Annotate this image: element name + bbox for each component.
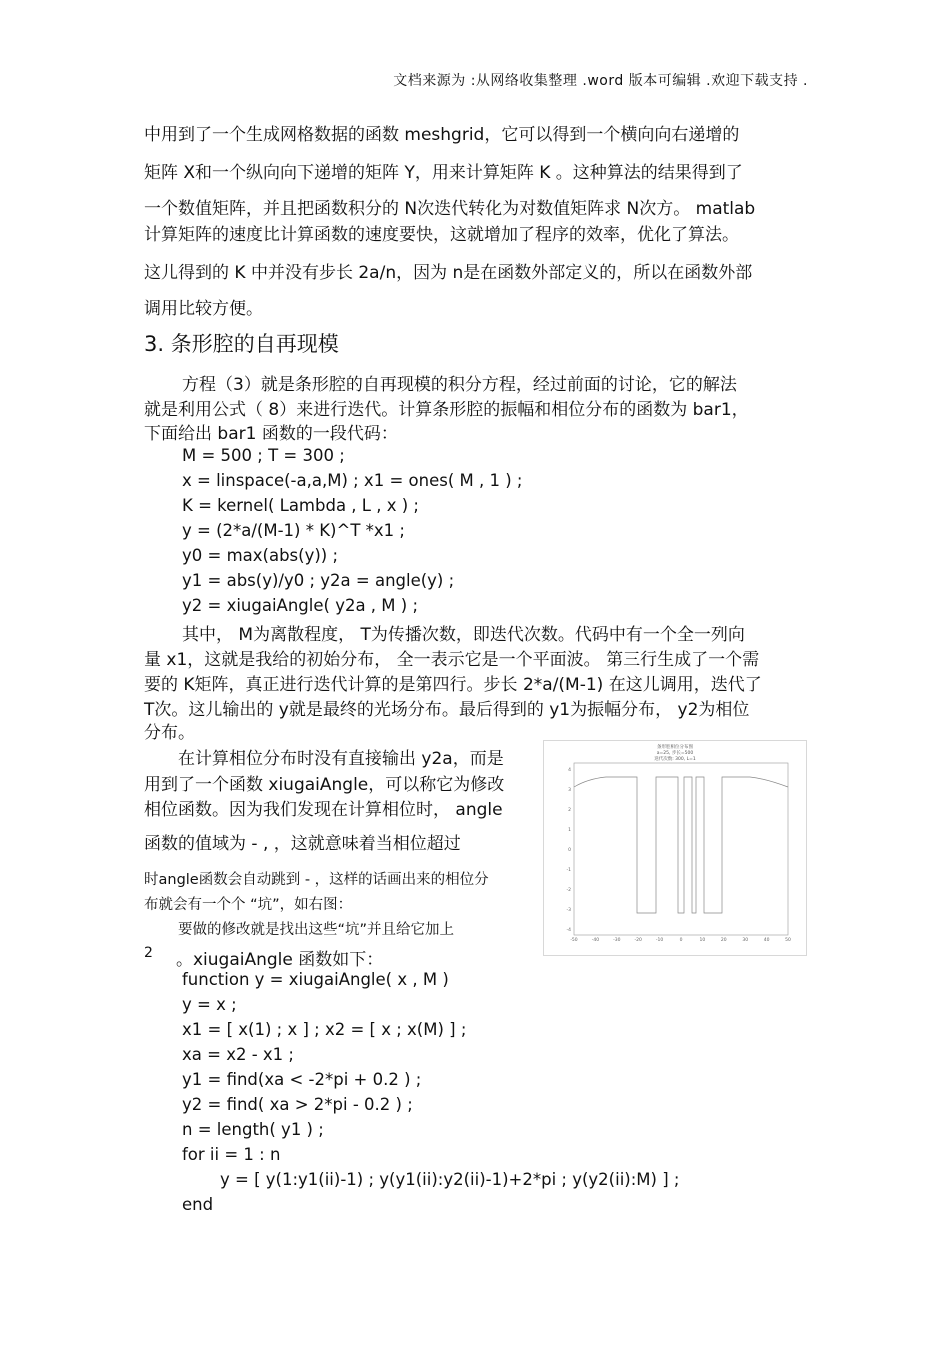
text-line: 其中， M为离散程度， T为传播次数，即迭代次数。代码中有一个全一列向 (182, 625, 745, 645)
x-tick-label: 40 (763, 938, 770, 943)
y-tick-label: 1 (568, 828, 571, 833)
y-tick-label: -4 (566, 928, 571, 933)
page-header: 文档来源为 :从网络收集整理 .word 版本可编辑 .欢迎下载支持 . (393, 73, 808, 89)
y-tick-label: 3 (568, 788, 571, 793)
code-line: function y = xiugaiAngle( x , M ) (182, 970, 449, 989)
text-line: 相位函数。因为我们发现在计算相位时， angle (144, 800, 503, 820)
code-line: y0 = max(abs(y)) ; (182, 546, 339, 565)
code-line: x = linspace(-a,a,M) ; x1 = ones( M , 1 ) ; (182, 471, 523, 490)
y-tick-label: 2 (568, 808, 571, 813)
text-line: 这儿得到的 K 中并没有步长 2a/n，因为 n是在函数外部定义的，所以在函数外部 (144, 263, 753, 283)
y-tick-label: -3 (566, 908, 571, 913)
x-tick-label: -30 (613, 938, 621, 943)
code-line: y2 = xiugaiAngle( y2a , M ) ; (182, 596, 419, 615)
code-line: y = x ; (182, 995, 237, 1014)
text-line: 调用比较方便。 (144, 299, 263, 319)
page-number-marker: 2 (144, 945, 153, 961)
section-title: 3. 条形腔的自再现模 (144, 332, 339, 356)
text-line: 时angle函数会自动跳到 - ，这样的话画出来的相位分 (144, 872, 489, 888)
x-tick-label: 0 (679, 938, 683, 943)
code-line: y = [ y(1:y1(ii)-1) ; y(y1(ii):y2(ii)-1)+2*pi ; y(y2(ii):M) ] ; (220, 1170, 680, 1189)
text-line: 量 x1，这就是我给的初始分布， 全一表示它是一个平面波。 第三行生成了一个需 (144, 650, 760, 670)
text-line: 用到了一个函数 xiugaiAngle，可以称它为修改 (144, 775, 505, 795)
text-line: 在计算相位分布时没有直接输出 y2a，而是 (178, 749, 504, 769)
code-line: for ii = 1 : n (182, 1145, 281, 1164)
text-line: 方程（3）就是条形腔的自再现模的积分方程，经过前面的讨论，它的解法 (182, 375, 737, 395)
text-line: 计算矩阵的速度比计算函数的速度要快，这就增加了程序的效率，优化了算法。 (144, 225, 739, 245)
y-tick-label: -1 (566, 868, 571, 873)
code-line: y1 = abs(y)/y0 ; y2a = angle(y) ; (182, 571, 455, 590)
code-line: x1 = [ x(1) ; x ] ; x2 = [ x ; x(M) ] ; (182, 1020, 467, 1039)
text-line: 布就会有一个个 “坑”，如右图： (144, 897, 353, 913)
text-line: 要的 K矩阵，真正进行迭代计算的是第四行。步长 2*a/(M-1) 在这儿调用，迭代了 (144, 675, 762, 695)
code-line: y2 = find( xa > 2*pi - 0.2 ) ; (182, 1095, 413, 1114)
x-tick-label: 20 (720, 938, 727, 943)
y-tick-label: 4 (568, 768, 571, 773)
text-line: 。xiugaiAngle 函数如下： (176, 950, 384, 970)
figure-title-line: 条形腔相位分布图 (657, 745, 693, 750)
figure-title-line: 迭代次数: 300, L=1 (654, 757, 696, 762)
code-line: M = 500 ; T = 300 ; (182, 446, 345, 465)
x-tick-label: -50 (570, 938, 578, 943)
code-line: n = length( y1 ) ; (182, 1120, 324, 1139)
x-tick-label: 10 (699, 938, 706, 943)
y-tick-label: 0 (568, 848, 571, 853)
x-tick-label: 50 (785, 938, 791, 943)
code-line: y = (2*a/(M-1) * K)^T *x1 ; (182, 521, 405, 540)
x-tick-label: -20 (634, 938, 642, 943)
text-line: T次。这儿输出的 y就是最终的光场分布。最后得到的 y1为振幅分布， y2为相位 (144, 700, 750, 720)
x-tick-label: 30 (742, 938, 749, 943)
y-tick-label: -2 (566, 888, 571, 893)
code-line: K = kernel( Lambda , L , x ) ; (182, 496, 419, 515)
text-line: 一个数值矩阵，并且把函数积分的 N次迭代转化为对数值矩阵求 N次方。 matlab (144, 199, 756, 219)
phase-distribution-figure (543, 740, 807, 956)
text-line: 就是利用公式（ 8）来进行迭代。计算条形腔的振幅和相位分布的函数为 bar1， (144, 400, 749, 420)
code-line: end (182, 1195, 214, 1214)
text-line: 下面给出 bar1 函数的一段代码： (144, 424, 398, 444)
figure-title-line: a=25, 步长=500 (656, 751, 694, 756)
phase-plot (544, 741, 806, 955)
text-line: 要做的修改就是找出这些“坑”并且给它加上 (178, 922, 455, 938)
text-line: 分布。 (144, 723, 195, 743)
x-tick-label: -40 (591, 938, 600, 943)
code-line: xa = x2 - x1 ; (182, 1045, 294, 1064)
text-line: 中用到了一个生成网格数据的函数 meshgrid，它可以得到一个横向向右递增的 (144, 125, 740, 145)
code-line: y1 = find(xa < -2*pi + 0.2 ) ; (182, 1070, 422, 1089)
text-line: 函数的值域为 - , ，这就意味着当相位超过 (144, 834, 461, 854)
x-tick-label: -10 (655, 938, 664, 943)
text-line: 矩阵 X和一个纵向向下递增的矩阵 Y，用来计算矩阵 K 。这种算法的结果得到了 (144, 163, 743, 183)
